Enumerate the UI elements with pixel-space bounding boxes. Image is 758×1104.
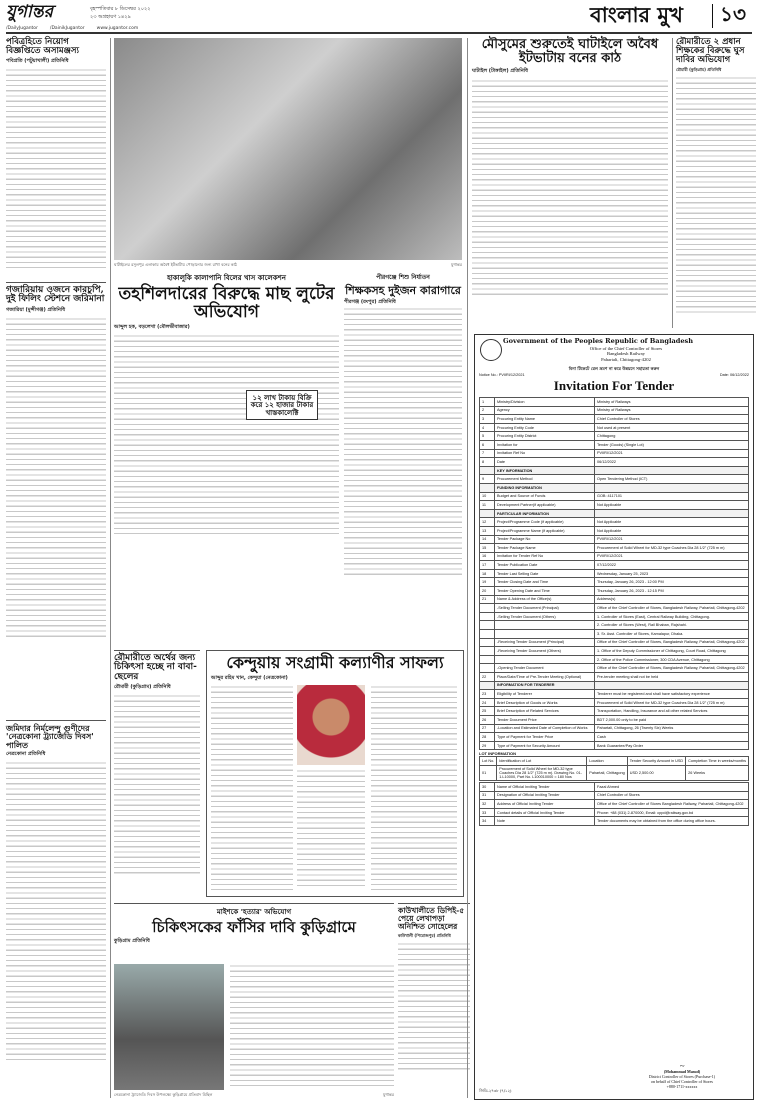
row-no: 30 <box>480 782 495 791</box>
article-kalyani <box>206 650 464 897</box>
row-value: PVIIRI/12/2021 <box>595 535 749 544</box>
kicker: পীরগঞ্জে শিশু নির্যাতন <box>376 274 430 281</box>
tender-row <box>480 630 749 639</box>
body-text <box>230 964 394 1090</box>
row-value: Thursday, January 26, 2023 - 12:15 PM <box>595 587 749 596</box>
tender-footer-code: জিডি-২৭৩৮ (৭/১২) <box>479 1088 512 1093</box>
tender-row <box>480 808 749 817</box>
masthead <box>6 4 752 32</box>
lot-security: USD 2,500.00 <box>627 765 685 780</box>
tender-org: Bangladesh Railway <box>607 351 645 357</box>
tender-notice <box>474 334 754 1100</box>
row-label: Procuring Entity Name <box>495 415 595 424</box>
tender-row <box>480 707 749 716</box>
row-label: KEY INFORMATION <box>495 466 595 475</box>
tender-row <box>480 509 749 518</box>
row-value: Transportation, Handling, Insurance and all other related Services <box>595 707 749 716</box>
date-line <box>90 6 150 22</box>
social-links <box>6 26 138 31</box>
row-label: Brief Description of Related Services <box>495 707 595 716</box>
masthead-logo: যুগান্তর <box>6 2 53 22</box>
article-pirganj <box>344 272 462 602</box>
article-ghatail <box>472 38 668 328</box>
tender-row <box>480 440 749 449</box>
row-label: Development Partner(if applicable) <box>495 501 595 510</box>
main-photo <box>114 38 462 260</box>
row-label: Tender Opening Date and Time <box>495 587 595 596</box>
row-no: 13 <box>480 526 495 535</box>
row-value: Tenderer must be registered and shall have satisfactory experience <box>595 690 749 699</box>
lot-col-5: Completion Time in weeks/months <box>686 757 749 766</box>
page-number: ১৩ <box>720 2 746 26</box>
row-no: 32 <box>480 800 495 809</box>
row-label: Tender Document Price <box>495 715 595 724</box>
row-no <box>480 466 495 475</box>
article-left-2 <box>6 282 106 683</box>
headline: চিকিৎসকের ফাঁসির দাবি কুড়িগ্রামে <box>152 918 356 936</box>
twitter-link[interactable]: /DainikJugantor <box>49 26 85 31</box>
tender-row <box>480 415 749 424</box>
tender-row <box>480 544 749 553</box>
row-no: 2 <box>480 406 495 415</box>
row-no <box>480 509 495 518</box>
body-text-left <box>211 685 293 890</box>
pull-quote: ১২ লাখ টাকায় বিক্রি করে ১২ হাজার টাকার খাস্তকালেক্টি <box>246 390 318 420</box>
row-label: Address of Official Inviting Tender <box>495 800 595 809</box>
row-label: -Receiving Tender Document (Principal) <box>495 638 595 647</box>
row-value: Ministry of Railways <box>595 398 749 407</box>
row-no <box>480 638 495 647</box>
row-value: Pahartali, Chittagong, 26 (Twenty Six) Weeks <box>595 724 749 733</box>
row-no <box>480 681 495 690</box>
article-left-3 <box>6 720 106 1101</box>
row-value: 2. Controller of Stores (West), Rail Bhaban, Rajshahi. <box>595 621 749 630</box>
tender-address: Pahartali, Chittagong-4202 <box>601 356 651 362</box>
row-label: Procurement Method <box>495 475 595 484</box>
row-no: 27 <box>480 724 495 733</box>
row-no: 11 <box>480 501 495 510</box>
tender-row <box>480 518 749 527</box>
protest-photo <box>114 964 224 1090</box>
row-label: Contact details of Official Inviting Tender <box>495 808 595 817</box>
row-value: Not Applicable <box>595 501 749 510</box>
row-no: 26 <box>480 715 495 724</box>
row-no: 9 <box>480 475 495 484</box>
byline: ঘাটাইল (টাঙ্গাইল) প্রতিনিধি <box>472 68 528 75</box>
row-label <box>495 655 595 664</box>
tender-row <box>480 578 749 587</box>
lot-col-3: Location <box>587 757 627 766</box>
kalyani-photo <box>297 685 365 765</box>
tender-row <box>480 587 749 596</box>
tender-row <box>480 595 749 604</box>
tender-signature <box>617 1061 747 1089</box>
row-value <box>595 466 749 475</box>
tender-row <box>480 782 749 791</box>
headline: মৌসুমের শুরুতেই ঘাটাইলে অবৈধ ইটভাটায় বনের কাঠ <box>481 37 659 66</box>
row-label: Procuring Entity District <box>495 432 595 441</box>
row-value: Procurement of Solid Wheel for MD-32 type Coaches Dia 28 1/2" (725 m m) <box>595 544 749 553</box>
row-value: Chief Controller of Stores <box>595 415 749 424</box>
row-no: 22 <box>480 673 495 682</box>
row-label: Place/Date/Time of Pre-Tender Meeting (Optional) <box>495 673 595 682</box>
row-label: -Receiving Tender Document (Others) <box>495 647 595 656</box>
tender-office-block <box>503 346 749 362</box>
byline: কাউখালী (পিরোজপুর) প্রতিনিধি <box>398 932 451 938</box>
row-value: Not Applicable <box>595 526 749 535</box>
row-label: Brief Description of Goods or Works <box>495 698 595 707</box>
row-value: 1. Office of the Deputy Commissioner of Chittagong, Court Road, Chittagong <box>595 647 749 656</box>
tender-row <box>480 423 749 432</box>
row-value: Wednesday, January 25, 2023 <box>595 569 749 578</box>
row-value: Chittagong <box>595 432 749 441</box>
tender-row <box>480 673 749 682</box>
byline: আব্দুর রহিম খান, কেন্দুয়া (নেত্রকোনা) <box>211 674 288 681</box>
gov-emblem <box>480 339 502 361</box>
row-value: Tender documents may be obtained from the office during office hours. <box>595 817 749 826</box>
row-no <box>480 612 495 621</box>
tender-row <box>480 733 749 742</box>
headline: শিক্ষকসহ দুইজন কারাগারে <box>345 284 461 297</box>
row-no <box>480 664 495 673</box>
tender-row <box>480 406 749 415</box>
row-no: 23 <box>480 690 495 699</box>
lot-no: 01 <box>480 765 497 780</box>
byline: পবিপ্রতি (পটুয়াখালী) প্রতিনিধি <box>6 57 69 64</box>
row-label: Budget and Source of Funds <box>495 492 595 501</box>
byline: কুড়িগ্রাম প্রতিনিধি <box>114 937 150 944</box>
row-no: 24 <box>480 698 495 707</box>
tender-row <box>480 398 749 407</box>
row-label: FUNDING INFORMATION <box>495 483 595 492</box>
signature-org: on behalf of Chief Controller of Stores <box>651 1079 713 1084</box>
row-label: Tender Package No <box>495 535 595 544</box>
row-value: Office of the Chief Controller of Stores, Bangladesh Railway, Pahartali, Chittagong-4202 <box>595 664 749 673</box>
row-label: -Opening Tender Document <box>495 664 595 673</box>
byline: নেত্রকোনা প্রতিনিধি <box>6 751 46 758</box>
tender-row <box>480 638 749 647</box>
row-label: Eligibility of Tenderer <box>495 690 595 699</box>
kicker: মাইশকে 'হত্যার' অভিযোগ <box>216 908 292 916</box>
row-value: GOB: 4117101 <box>595 492 749 501</box>
row-label: Type of Payment for Tender Price <box>495 733 595 742</box>
row-no: 16 <box>480 552 495 561</box>
caption-text: ঘাটাইলের রসুলপুর এলাকায় অবৈধ ইটভাটায় পোড়ানোর জন্য রাখা বনের কাঠ <box>114 262 237 267</box>
body-text <box>6 761 106 1061</box>
row-no <box>480 647 495 656</box>
row-value: Not Applicable <box>595 518 749 527</box>
row-label <box>495 621 595 630</box>
row-value: Procurement of Solid Wheel for MD-32 type Coaches Dia 28 1/2" (725 m m) <box>595 698 749 707</box>
row-value: Bank Guarantee/Pay Order <box>595 741 749 750</box>
article-kaukhali <box>398 903 470 1099</box>
row-value: Open Tendering Method (ICT) <box>595 475 749 484</box>
signature-phone: +880-1711-xxxxxx <box>666 1084 698 1089</box>
row-label: Invitation for <box>495 440 595 449</box>
signature-name: (Mohammad Masud) <box>663 1069 701 1074</box>
row-value: Tender (Goods) (Single Lot) <box>595 440 749 449</box>
row-no: 25 <box>480 707 495 716</box>
headline: কেন্দুয়ায় সংগ্রামী কল্যাণীর সাফল্য <box>226 653 444 672</box>
tender-row <box>480 492 749 501</box>
tender-title: Invitation For Tender <box>553 378 675 393</box>
official-rows-table <box>479 782 749 826</box>
website-link[interactable]: www.jugantor.com <box>96 26 139 31</box>
tender-row <box>480 791 749 800</box>
row-value <box>595 483 749 492</box>
column-rule <box>110 38 111 1098</box>
row-label: Name of Official Inviting Tender <box>495 782 595 791</box>
row-label: -Selling Tender Document (Others) <box>495 612 595 621</box>
row-no <box>480 483 495 492</box>
row-no: 33 <box>480 808 495 817</box>
body-text <box>676 76 756 316</box>
byline: পীরগঞ্জ (রংপুর) প্রতিনিধি <box>344 298 396 305</box>
tender-row <box>480 655 749 664</box>
body-text <box>344 307 462 577</box>
row-no: 10 <box>480 492 495 501</box>
tender-row <box>480 690 749 699</box>
tender-office: Office of the Chief Controller of Stores <box>589 346 663 351</box>
body-text-mid <box>297 769 365 889</box>
tender-gov: Government of the Peoples Republic of Bangladesh <box>503 337 694 345</box>
tender-row <box>480 612 749 621</box>
row-label <box>495 630 595 639</box>
row-value: PVIIRI/12/2021 <box>595 552 749 561</box>
row-value <box>595 681 749 690</box>
lot-location: Pahartali, Chittagong <box>587 765 627 780</box>
row-label: Type of Payment for Security Amount <box>495 741 595 750</box>
tender-row <box>480 535 749 544</box>
date-line-1: বৃহস্পতিবার ৮ ডিসেম্বর ২০২২ <box>90 6 151 12</box>
tender-rows-table <box>479 397 749 750</box>
row-value: Thursday, January 26, 2023 - 12:00 PM <box>595 578 749 587</box>
row-no: 19 <box>480 578 495 587</box>
tender-row <box>480 458 749 467</box>
lot-col-1: Lot No. <box>480 757 497 766</box>
tender-row <box>480 621 749 630</box>
tender-notice-no: Notice No.: PVIIRI/12/2021 <box>479 373 525 377</box>
lot-table <box>479 756 749 781</box>
kicker: হাকালুকি কালাপানি বিলের খাস কালেকশন <box>167 274 286 282</box>
tender-row <box>480 715 749 724</box>
body-text <box>114 334 339 534</box>
body-text <box>6 317 106 637</box>
row-no: 3 <box>480 415 495 424</box>
row-no: 21 <box>480 595 495 604</box>
tender-row <box>480 475 749 484</box>
tender-table <box>479 397 749 826</box>
row-no: 34 <box>480 817 495 826</box>
row-value <box>595 509 749 518</box>
body-text <box>6 68 106 268</box>
byline: রৌমারী (কুড়িগ্রাম) প্রতিনিধি <box>114 684 171 691</box>
tender-row <box>480 569 749 578</box>
lot-header: LOT INFORMATION <box>479 751 517 757</box>
byline: আব্দুল হক, বড়লেখা (মৌলভীবাজার) <box>114 323 190 330</box>
row-value: PVIIRI/12/2021 <box>595 449 749 458</box>
row-label: Agency <box>495 406 595 415</box>
section-title: বাংলার মুখ <box>590 2 683 27</box>
row-no: 6 <box>480 440 495 449</box>
tender-row <box>480 741 749 750</box>
body-text <box>398 942 470 1072</box>
row-label: -Selling Tender Document (Principal) <box>495 604 595 613</box>
article-raumari-bribe <box>672 38 756 328</box>
row-no <box>480 630 495 639</box>
row-label: -Location and Estimated Date of Completion of Works <box>495 724 595 733</box>
row-value: Office of the Chief Controller of Stores, Bangladesh Railway, Pahartali, Chittagong-4202 <box>595 638 749 647</box>
row-value: 3. Sr. Asst. Controller of Stores, Kamalapur, Dhaka. <box>595 630 749 639</box>
row-value: Pre-tender meeting shall not be held <box>595 673 749 682</box>
row-label: Invitation Ref No <box>495 449 595 458</box>
row-label: Tender Last Selling Date <box>495 569 595 578</box>
tender-row <box>480 681 749 690</box>
photo-caption: নেত্রকোনা ট্র্যাজেডি দিবস উপলক্ষ্যে কুড়িগ্রামে প্রতিবাদ মিছিল যুগান্তর <box>114 1092 394 1097</box>
row-value: Chief Controller of Stores <box>595 791 749 800</box>
tender-row <box>480 604 749 613</box>
row-label: INFORMATION FOR TENDERER <box>495 681 595 690</box>
row-no: 31 <box>480 791 495 800</box>
headline: গজারিয়ায় ওজনে কারচুপি, দুই ফিলিং স্টেশনে জরিমানা <box>6 285 105 305</box>
row-label: Tender Package Name <box>495 544 595 553</box>
date-line-2: ২৩ অগ্রহায়ণ ১৪২৯ <box>90 14 131 20</box>
page-number-box <box>712 4 753 28</box>
tender-row <box>480 724 749 733</box>
byline: গজারিয়া (মুন্সীগঞ্জ) প্রতিনিধি <box>6 306 66 313</box>
row-value: Office of the Chief Controller of Stores Bangladesh Railway, Pahartali, Chittagong-4202 <box>595 800 749 809</box>
byline: রৌমারী (কুড়িগ্রাম) প্রতিনিধি <box>676 66 722 72</box>
row-no: 7 <box>480 449 495 458</box>
row-label: Tender Publication Date <box>495 561 595 570</box>
tender-row <box>480 466 749 475</box>
tender-slogan: বিনা টিকেটে রেল ভ্রমণ না করে উন্নয়নে সহায়তা করুন <box>568 366 660 371</box>
lot-col-2: Identification of Lot <box>497 757 587 766</box>
article-doctor <box>114 903 394 1099</box>
masthead-rule <box>6 32 752 34</box>
body-text-right <box>371 685 457 890</box>
row-value: 2. Office of the Police Commissioner, 300 CDA Avenue, Chittagong <box>595 655 749 664</box>
row-label: Project/Programme Name (if applicable) <box>495 526 595 535</box>
tender-date: Date: 06/12/2022 <box>719 373 749 377</box>
tender-row <box>480 800 749 809</box>
row-no: 4 <box>480 423 495 432</box>
article-raumari-treatment <box>114 650 200 901</box>
row-no: 1 <box>480 398 495 407</box>
column-rule-2 <box>467 38 468 1098</box>
lot-completion: 26 Weeks <box>686 765 749 780</box>
row-label: Date <box>495 458 595 467</box>
row-label: Note <box>495 817 595 826</box>
row-value: 07/12/2022 <box>595 561 749 570</box>
row-no: 20 <box>480 587 495 596</box>
tender-row <box>480 501 749 510</box>
row-label: Ministry/Division <box>495 398 595 407</box>
tender-row <box>480 432 749 441</box>
row-value: 1. Controller of Stores (East), Central Railway Building, Chittagong. <box>595 612 749 621</box>
row-no: 12 <box>480 518 495 527</box>
row-value: Office of the Chief Controller of Stores, Bangladesh Railway, Pahartali, Chittagong-4202 <box>595 604 749 613</box>
row-value: Phone: +88 (031) 2-870000, Email: cppd@railway.gov.bd <box>595 808 749 817</box>
row-label: Project/Programme Code (if applicable) <box>495 518 595 527</box>
headline: জমিদার নির্মলেন্দু গুণীদের 'নেত্রকোনা ট্র্যাজেডি দিবস' পালিত <box>6 723 94 750</box>
row-value: Not used at present <box>595 423 749 432</box>
row-label: Procuring Entity Code <box>495 423 595 432</box>
tender-row <box>480 817 749 826</box>
signature-title: District Controller of Stores (Purchase-1) <box>648 1074 716 1079</box>
row-value: Cash <box>595 733 749 742</box>
row-label: PARTICULAR INFORMATION <box>495 509 595 518</box>
headline: তহশিলদারের বিরুদ্ধে মাছ লুটের অভিযোগ <box>118 284 335 322</box>
row-no: 15 <box>480 544 495 553</box>
body-text <box>472 79 668 299</box>
row-no: 8 <box>480 458 495 467</box>
signature-mark: ~ <box>679 1061 685 1071</box>
lot-identification: Procurement of Solid Wheel for MD-32 type Coaches Dia 28 1/2" (725 m m). Drawing No. 01-1.L10000, Part No. L100010000 = 180 Nos <box>497 765 587 780</box>
row-value: Address(s) <box>595 595 749 604</box>
row-no: 14 <box>480 535 495 544</box>
tender-row <box>480 449 749 458</box>
article-tahsildar <box>114 272 339 592</box>
headline: রৌমারীতে অর্থের জন্য চিকিৎসা হচ্ছে না বাবা-ছেলের <box>114 653 197 682</box>
row-no <box>480 621 495 630</box>
tender-row <box>480 698 749 707</box>
row-no: 17 <box>480 561 495 570</box>
row-value: 06/12/2022 <box>595 458 749 467</box>
caption-credit: যুগান্তর <box>450 262 462 267</box>
row-label: Tender Closing Date and Time <box>495 578 595 587</box>
row-no <box>480 655 495 664</box>
row-value: Ministry of Railways <box>595 406 749 415</box>
photo-caption <box>114 262 462 269</box>
tender-row <box>480 647 749 656</box>
row-label: Name & Address of the Office(s) <box>495 595 595 604</box>
lot-col-4: Tender Security Amount in USD <box>627 757 685 766</box>
headline: রৌমারীতে ২ প্রধান শিক্ষকের বিরুদ্ধে ঘুস দাবির অভিযোগ <box>676 37 745 65</box>
tender-row <box>480 664 749 673</box>
row-value: Fazal Ahmed <box>595 782 749 791</box>
tender-row <box>480 526 749 535</box>
headline: পবিত্রহিতে নিয়োগ বিজ্ঞপ্তিতে অসামঞ্জস্য <box>6 37 79 56</box>
tender-row <box>480 483 749 492</box>
row-no: 28 <box>480 733 495 742</box>
row-label: Designation of Official Inviting Tender <box>495 791 595 800</box>
row-value: BDT 2,000.00 only to be paid <box>595 715 749 724</box>
tender-row <box>480 552 749 561</box>
row-no <box>480 604 495 613</box>
facebook-link[interactable]: /DailyJugantor <box>6 26 38 31</box>
row-no: 5 <box>480 432 495 441</box>
row-label: Invitation for Tender Ref No <box>495 552 595 561</box>
tender-row <box>480 561 749 570</box>
article-left-1 <box>6 38 106 276</box>
row-no: 18 <box>480 569 495 578</box>
row-no: 29 <box>480 741 495 750</box>
headline: কাউখালীতে ডিপিই-৫ পেয়ে লেখাপড়া অনিশ্চিত সোহেলের <box>398 906 465 931</box>
body-text <box>114 694 200 874</box>
